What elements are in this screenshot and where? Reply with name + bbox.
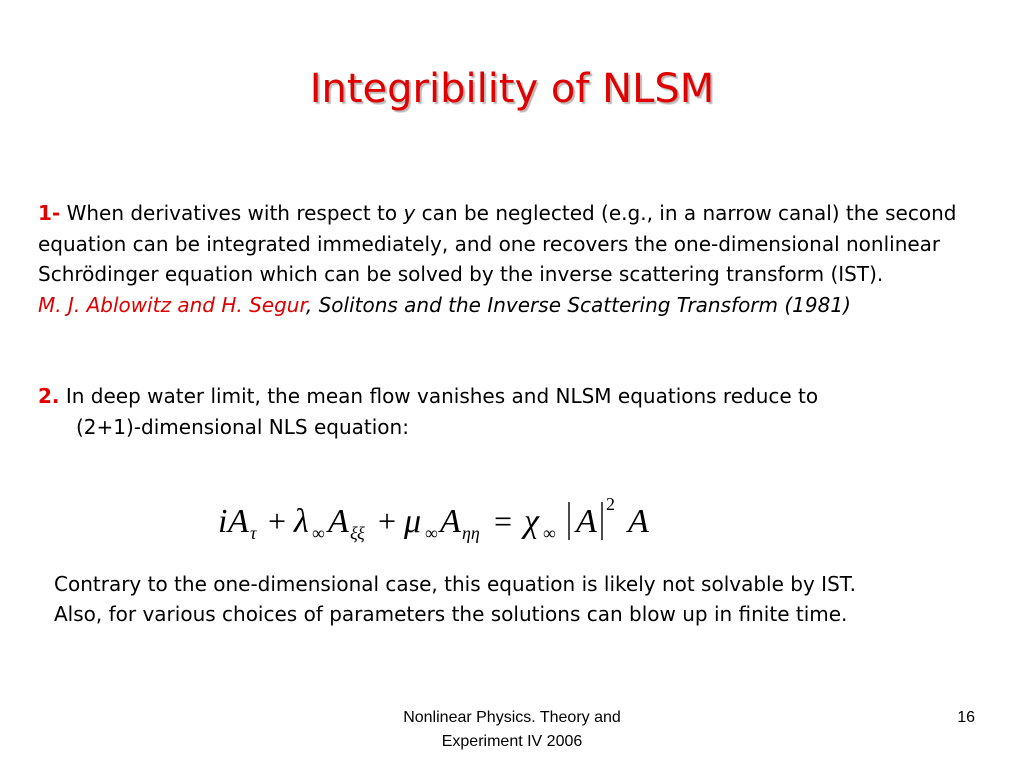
eq-sub-etaeta: ηη (462, 523, 480, 543)
slide-footer (362, 706, 662, 754)
reference-authors: M. J. Ablowitz and H. Segur (38, 292, 306, 317)
eq-lambda: λ (294, 503, 309, 540)
footer-line-1: Nonlinear Physics. Theory and (403, 709, 621, 726)
eq-equals: = (494, 503, 513, 539)
eq-A4: A (576, 503, 597, 540)
item-1-text-end: can be neglected (e.g., in a narrow canal) the second equation can be integrated immediately, and one recovers the one-dimensional nonlinear Schrödinger equation which can be solved by the inverse scattering transform (IST). (38, 201, 957, 286)
eq-sub-inf-3: ∞ (543, 523, 556, 543)
item-1-number: 1- (38, 201, 61, 225)
eq-A2: A (328, 503, 349, 540)
conclusion-line-1: Contrary to the one-dimensional case, this equation is likely not solvable by IST. (54, 572, 856, 596)
item-2-line-2: (2+1)-dimensional NLS equation: (76, 414, 409, 439)
footer-line-2: Experiment IV 2006 (441, 733, 583, 750)
eq-sub-inf-2: ∞ (425, 523, 438, 543)
nls-equation (200, 488, 680, 556)
eq-plus-2: + (378, 503, 397, 539)
page-number: 16 (957, 709, 975, 726)
slide-title: Integribility of NLSM (309, 66, 715, 112)
eq-A1: A (228, 503, 249, 540)
eq-sub-xixi: ξξ (350, 523, 365, 543)
eq-sub-inf-1: ∞ (312, 523, 325, 543)
conclusion-line-2: Also, for various choices of parameters the solutions can blow up in finite time. (54, 602, 848, 626)
eq-A3: A (440, 503, 461, 540)
item-2-number: 2. (38, 384, 60, 408)
eq-mu: μ (404, 503, 422, 540)
eq-plus-1: + (268, 503, 287, 539)
conclusion-paragraph (54, 569, 994, 629)
item-2-line-1: In deep water limit, the mean flow vanishes and NLSM equations reduce to (59, 384, 819, 408)
eq-A5: A (628, 503, 649, 540)
eq-sub-tau: τ (250, 523, 257, 543)
item-1-text-start: When derivatives with respect to (60, 201, 404, 225)
eq-sup-two: 2 (606, 494, 615, 514)
item-2-paragraph (38, 381, 988, 442)
item-1-paragraph (38, 198, 988, 320)
eq-i: i (218, 503, 228, 540)
item-1-variable: y (403, 201, 416, 225)
reference-title: , Solitons and the Inverse Scattering Transform (1981) (305, 292, 851, 317)
eq-chi: χ (524, 503, 539, 540)
